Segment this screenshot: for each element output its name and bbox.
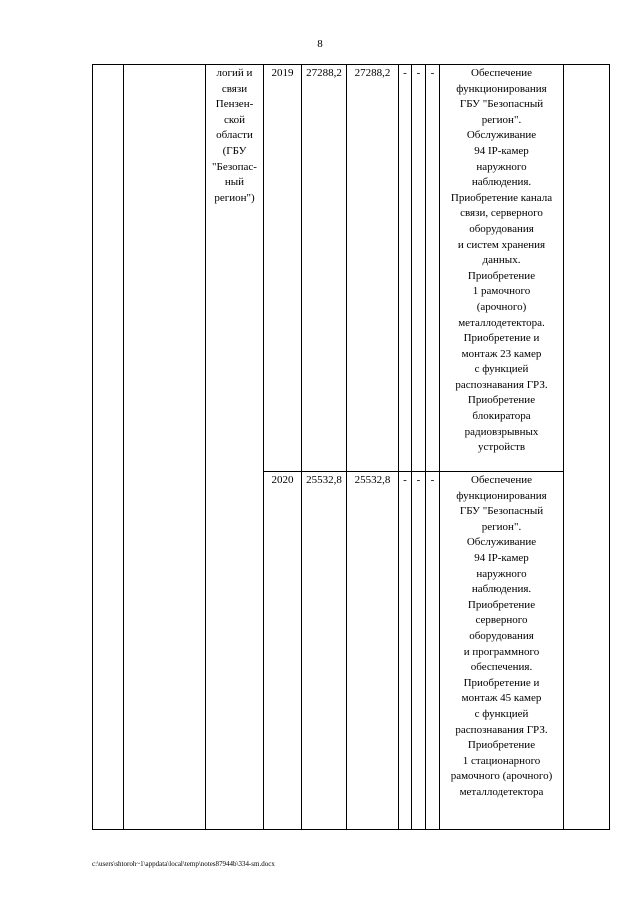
file-path-footer: c:\users\shtoroh~1\appdata\local\temp\notes87944b\334-sm.docx [92, 860, 275, 868]
dash-cell: - [426, 65, 440, 472]
total-cell: 27288,2 [302, 65, 347, 472]
total-cell: 25532,8 [302, 472, 347, 830]
year-cell: 2019 [264, 65, 302, 472]
program-table [92, 64, 610, 830]
dash-cell: - [412, 472, 426, 830]
regional-budget-cell: 25532,8 [347, 472, 399, 830]
executor-cell: логий и связи Пензен- ской области (ГБУ "Безопас- ный регион") [206, 65, 264, 830]
table-row [93, 65, 610, 472]
dash-cell: - [399, 472, 412, 830]
year-cell: 2020 [264, 472, 302, 830]
dash-cell: - [412, 65, 426, 472]
description-cell: Обеспечение функционирования ГБУ "Безопасный регион". Обслуживание 94 IP-камер наружного наблюдения. Приобретение канала связи, серверного оборудования и систем хранения данных. Приобретение 1 рамочного (арочного) металлодетектора. Приобретение и монтаж 23 камер с функцией распознавания ГРЗ. Приобретение блокиратора радиовзрывных устройств [440, 65, 564, 472]
page-number: 8 [317, 38, 323, 50]
col-number-cell [93, 65, 124, 830]
dash-cell: - [399, 65, 412, 472]
dash-cell: - [426, 472, 440, 830]
regional-budget-cell: 27288,2 [347, 65, 399, 472]
description-cell: Обеспечение функционирования ГБУ "Безопасный регион". Обслуживание 94 IP-камер наружного наблюдения. Приобретение серверного оборудования и программного обеспечения. Приобретение и монтаж 45 камер с функцией распознавания ГРЗ. Приобретение 1 стационарного рамочного (арочного) металлодетектора [440, 472, 564, 830]
col-result-cell [564, 65, 610, 830]
col-activity-cell [124, 65, 206, 830]
